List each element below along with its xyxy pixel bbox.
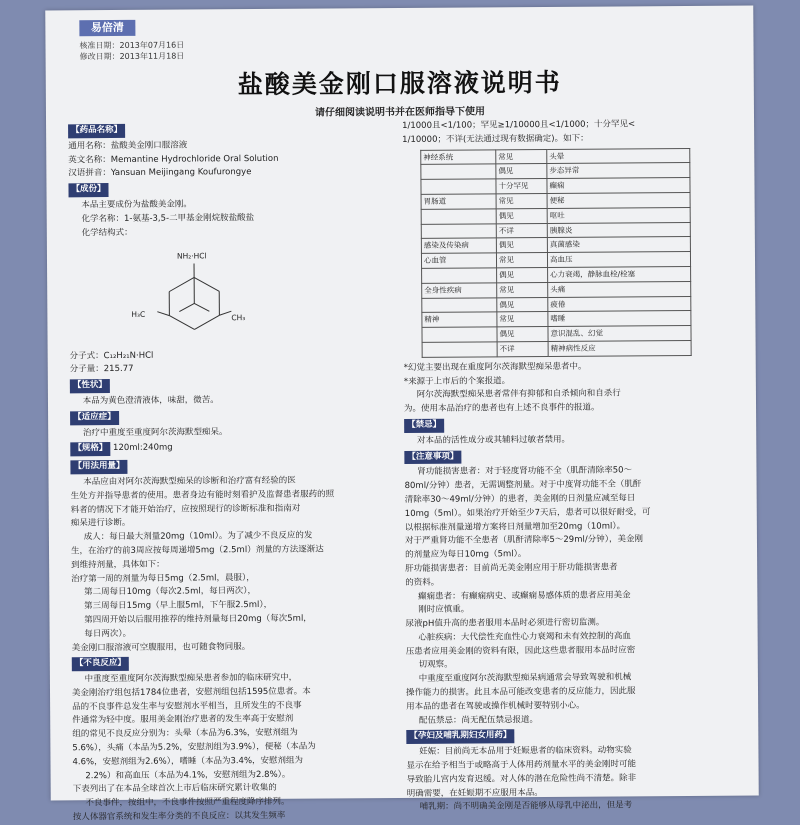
appearance-text: 本品为黄色澄清液体，味甜，微苦。	[70, 393, 400, 409]
contraindications-text: 对本品的活性成分或其辅料过敏者禁用。	[404, 432, 736, 448]
table-cell-freq: 不详	[497, 341, 548, 356]
table-cell-freq: 不详	[496, 223, 547, 238]
table-cell-reaction: 疲倦	[548, 296, 691, 312]
precaution-line-12: 尿液pH值升高的患者服用本品时必须进行密切监测。	[406, 616, 738, 632]
adverse-line-3: 品的不良事件总发生率与安慰剂水平相当，且所发生的不良事	[72, 699, 402, 715]
table-cell-reaction: 真菌感染	[547, 237, 690, 253]
table-cell-sys: 全身性疾病	[422, 283, 497, 298]
dosage-line-4: 痴呆进行诊断。	[71, 515, 401, 531]
pregnancy-line-1: 妊娠：目前尚无本品用于妊娠患者的临床资料。动物实验	[406, 744, 738, 760]
table-cell-sys	[421, 223, 496, 238]
adverse-line-2: 美金刚治疗组包括1784位患者，安慰剂组包括1595位患者。本	[72, 685, 402, 701]
precaution-line-11: 刚时应慎重。	[405, 602, 737, 618]
dosage-line-1: 本品应由对阿尔茨海默型痴呆的诊断和治疗富有经验的医	[71, 474, 401, 490]
table-cell-sys: 心血管	[421, 253, 496, 268]
generic-name: 通用名称：盐酸美金刚口服溶液	[68, 138, 398, 154]
pregnancy-line-3: 导致胎儿宫内发育迟缓。对人体的潜在危险性尚不清楚。除非	[407, 772, 739, 788]
table-cell-reaction: 胰腺炎	[547, 222, 690, 238]
table-cell-sys: 感染及传染病	[421, 238, 496, 253]
table-row	[422, 340, 691, 357]
precaution-line-17: 操作能力的损害。此且本品可能改变患者的反应能力，因此服	[406, 685, 738, 701]
revision-dates	[79, 40, 184, 63]
pregnancy-line-4: 明确需要，在妊娠期不应服用本品。	[407, 785, 739, 801]
precaution-line-5: 以根据标准剂量递增方案将日剂量增加至20mg（10ml）。	[405, 519, 737, 535]
table-cell-reaction: 呕吐	[547, 207, 690, 223]
pregnancy-line-5: 哺乳期：尚不明确美金刚是否能够从母乳中泌出，但是考	[407, 799, 739, 815]
table-cell-reaction: 步态异常	[547, 163, 690, 179]
dosage-line-13: 美金刚口服溶液可空腹服用，也可随食物同服。	[72, 640, 402, 656]
pinyin-name: 汉语拼音：Yansuan Meijingang Koufurongye	[68, 165, 398, 181]
table-cell-reaction: 意识混乱、幻觉	[548, 326, 691, 342]
methyl-right-label: CH₃	[231, 309, 491, 325]
table-cell-sys	[421, 164, 496, 179]
precaution-line-19: 配伍禁忌：尚无配伍禁忌报道。	[406, 712, 738, 728]
leaflet	[45, 6, 758, 801]
table-cell-reaction: 头晕	[547, 148, 690, 164]
section-header-adverse: 【不良反应】	[72, 657, 129, 671]
adverse-line-11: 按人体器官系统和发生率分类的不良反应：以其发生频率	[73, 809, 403, 825]
dosage-line-3: 料者的情况下才能开始治疗，应按照现行的诊断标准和指南对	[71, 502, 401, 518]
approval-date: 核准日期：2013年07月16日	[79, 40, 184, 52]
precaution-line-8: 肝功能损害患者：目前尚无美金刚应用于肝功能损害患者	[405, 561, 737, 577]
indications-text: 治疗中重度至重度阿尔茨海默型痴呆。	[70, 425, 400, 441]
section-header-pregnancy: 【孕妇及哺乳期妇女用药】	[406, 730, 514, 745]
table-cell-sys	[422, 268, 497, 283]
table-footnote-1: *幻觉主要出现在重度阿尔茨海默型痴呆患者中。	[404, 359, 736, 375]
dosage-line-11: 第四周开始以后服用推荐的维持剂量每日20mg（每次5ml，	[71, 612, 401, 628]
adverse-line-6: 5.6%），头痛（本品为5.2%，安慰剂组为3.9%），便秘（本品为	[72, 740, 402, 756]
section-header-drug-name: 【药品名称】	[68, 124, 125, 138]
table-cell-sys	[421, 179, 496, 194]
english-name: 英文名称：Memantine Hydrochloride Oral Solution	[68, 152, 398, 168]
precaution-line-18: 用本品的患者在驾驶或操作机械时要特别小心。	[406, 699, 738, 715]
pregnancy-line-2: 显示在给予相当于或略高于人体用药剂量水平的美金刚时可能	[406, 758, 738, 774]
dosage-line-8: 治疗第一周的剂量为每日5mg（2.5ml，晨服），	[71, 571, 401, 587]
left-column	[68, 120, 403, 825]
document-subtitle: 请仔细阅读说明书并在医师指导下使用	[46, 101, 754, 121]
adverse-line-8: 2.2%）和高血压（本品为4.1%，安慰剂组为2.8%）。	[73, 768, 403, 784]
dosage-line-12: 每日两次）。	[72, 626, 402, 642]
section-header-dosage: 【用法用量】	[70, 460, 127, 474]
table-cell-freq: 常见	[496, 253, 547, 268]
precaution-line-16: 中重度至重度阿尔茨海默型痴呆病通常会导致驾驶和机械	[406, 671, 738, 687]
table-cell-reaction: 精神病性反应	[548, 340, 691, 356]
table-cell-freq: 偶见	[496, 208, 547, 223]
dosage-line-9: 第二周每日10mg（每次2.5ml，每日两次），	[71, 584, 401, 600]
dosage-line-5: 成人：每日最大剂量20mg（10ml）。为了减少不良反应的发	[71, 529, 401, 545]
table-cell-sys: 神经系统	[421, 149, 496, 164]
frequency-line-1: 1/1000且<1/100；罕见≥1/10000且<1/1000；十分罕见<	[402, 118, 734, 134]
table-cell-sys	[422, 297, 497, 312]
adverse-line-9: 下表列出了在本品全球首次上市后临床研究累计收集的	[73, 781, 403, 797]
molecular-formula: 分子式：C₁₂H₂₁N·HCl	[70, 348, 400, 364]
chemical-name: 化学名称：1-氨基-3,5-二甲基金刚烷胺盐酸盐	[69, 211, 399, 227]
precaution-line-1: 肾功能损害患者：对于轻度肾功能不全（肌酐清除率50～	[404, 464, 736, 480]
section-header-indications: 【适应症】	[70, 411, 119, 425]
molecular-weight: 分子量：215.77	[70, 361, 400, 377]
precaution-line-4: 10mg（5ml）。如果治疗开始至少7天后，患者可以很好耐受，可	[405, 505, 737, 521]
section-header-spec: 【规格】	[70, 442, 110, 456]
precaution-line-14: 压患者应用美金刚的资料有限，因此这些患者服用本品时应密	[406, 643, 738, 659]
table-cell-reaction: 癫痫	[547, 178, 690, 194]
right-column	[402, 118, 739, 816]
adverse-line-1: 中重度至重度阿尔茨海默型痴呆患者参加的临床研究中，	[72, 671, 402, 687]
post-table-line-2: 为。使用本品治疗的患者也有上述不良事件的报道。	[404, 401, 736, 417]
composition-main: 本品主要成份为盐酸美金刚。	[69, 197, 399, 213]
precaution-line-15: 切观察。	[406, 657, 738, 673]
table-cell-reaction: 嗜睡	[548, 311, 691, 327]
table-cell-reaction: 高血压	[547, 252, 690, 268]
dosage-line-2: 生处方并指导患者的使用。患者身边有能时刻看护及监督患者服药的照	[71, 488, 401, 504]
dosage-line-6: 生，在治疗的前3周应按每周递增5mg（2.5ml）剂量的方法逐渐达	[71, 543, 401, 559]
table-cell-freq: 偶见	[497, 327, 548, 342]
table-cell-freq: 常见	[496, 149, 547, 164]
table-cell-sys	[422, 342, 497, 357]
table-cell-freq: 偶见	[497, 267, 548, 282]
methyl-left-label: H₃C	[131, 306, 391, 322]
table-cell-freq: 偶见	[496, 238, 547, 253]
table-footnote-2: *来源于上市后的个案报道。	[404, 373, 736, 389]
section-header-contraindications: 【禁忌】	[404, 419, 444, 433]
table-cell-sys: 胃肠道	[421, 194, 496, 209]
precaution-line-6: 对于严重肾功能不全患者（肌酐清除率5～29ml/分钟），美金刚	[405, 533, 737, 549]
table-cell-freq: 十分罕见	[496, 179, 547, 194]
precaution-line-2: 80ml/分钟）患者，无需调整剂量。对于中度肾功能不全（肌酐	[405, 478, 737, 494]
section-header-appearance: 【性状】	[70, 379, 110, 393]
precaution-line-13: 心脏疾病：大代偿性充血性心力衰竭和未有效控制的高血	[406, 630, 738, 646]
table-cell-freq: 偶见	[497, 297, 548, 312]
revision-date: 修改日期：2013年11月18日	[80, 51, 185, 63]
adverse-reactions-table	[420, 148, 691, 358]
precaution-line-7: 的剂量应为每日10mg（5ml）。	[405, 547, 737, 563]
table-cell-freq: 常见	[497, 312, 548, 327]
table-cell-freq: 常见	[496, 193, 547, 208]
table-cell-freq: 偶见	[496, 164, 547, 179]
dosage-line-7: 到维持剂量，具体如下：	[71, 557, 401, 573]
table-cell-freq: 常见	[497, 282, 548, 297]
table-cell-reaction: 心力衰竭，静脉血栓/栓塞	[548, 266, 691, 282]
post-table-line-1: 阿尔茨海默型痴呆患者常伴有抑郁和自杀倾向和自杀行	[404, 387, 736, 403]
precaution-line-3: 清除率30～49ml/分钟）的患者，美金刚的日剂量应减至每日	[405, 492, 737, 508]
precaution-line-9: 的资料。	[405, 574, 737, 590]
dosage-line-10: 第三周每日15mg（早上服5ml，下午服2.5ml），	[71, 598, 401, 614]
document-title: 盐酸美金刚口服溶液说明书	[46, 62, 754, 103]
spec-text: 120ml:240mg	[113, 443, 173, 453]
table-cell-sys: 精神	[422, 312, 497, 327]
structure-label: 化学结构式：	[69, 225, 399, 241]
adverse-line-7: 4.6%，安慰剂组为2.6%），嗜睡（本品为3.4%，安慰剂组为	[72, 754, 402, 770]
brand-logo: 易倍清	[79, 20, 135, 36]
section-header-composition: 【成份】	[68, 183, 108, 197]
amine-group-label: NH₂·HCl	[177, 248, 437, 264]
adverse-line-4: 件通常为轻中度。服用美金刚治疗患者的发生率高于安慰剂	[72, 712, 402, 728]
precaution-line-10: 癫痫患者：有癫痫病史、或癫痫易感体质的患者应用美金	[405, 588, 737, 604]
table-cell-sys	[422, 327, 497, 342]
spec-line	[70, 438, 400, 458]
section-header-precautions: 【注意事项】	[404, 450, 461, 464]
table-cell-reaction: 便秘	[547, 192, 690, 208]
adverse-line-10: 不良事件，按组中，不良事件按照严重程度降序排列。	[73, 795, 403, 811]
frequency-line-2: 1/10000；不详(无法通过现有数据确定)。如下：	[402, 131, 734, 147]
table-cell-reaction: 头痛	[548, 281, 691, 297]
adverse-line-5: 组的常见不良反应分别为：头晕（本品为6.3%，安慰剂组为	[72, 726, 402, 742]
table-cell-sys	[421, 209, 496, 224]
